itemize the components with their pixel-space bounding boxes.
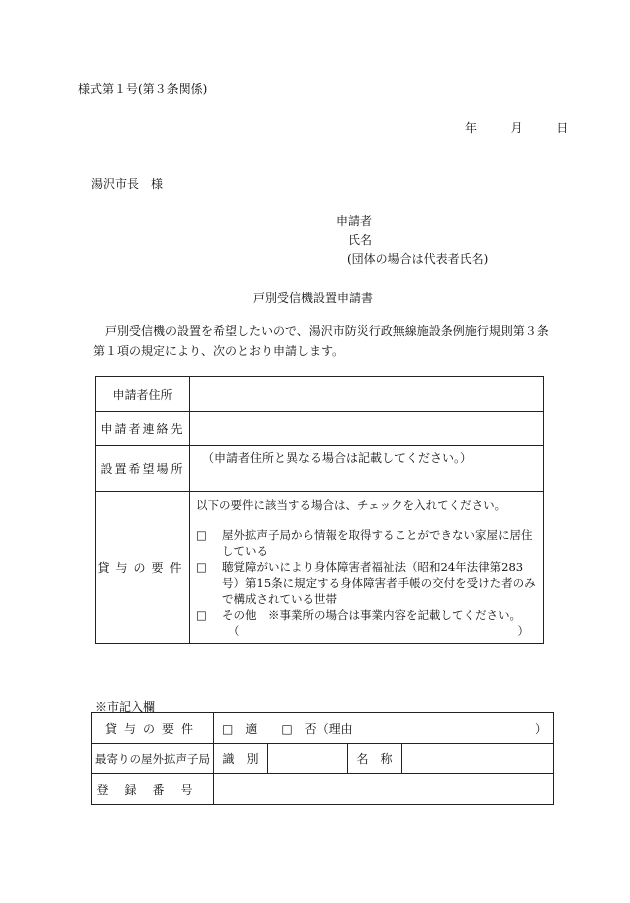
- office-use-table: [91, 712, 554, 805]
- nearest-station-label: 最寄りの屋外拡声子局: [92, 744, 214, 774]
- station-name-field[interactable]: [402, 744, 554, 774]
- applicant-contact-label: 申請者連絡先: [96, 412, 190, 446]
- office-requirement-label: 貸与の要件: [92, 713, 214, 744]
- applicant-label: 申請者: [336, 214, 373, 228]
- checkbox-icon[interactable]: □: [196, 608, 207, 622]
- installation-location-label: 設置希望場所: [96, 446, 190, 492]
- addressee: 湯沢市長 様: [91, 177, 164, 191]
- other-details-field[interactable]: [196, 623, 537, 639]
- option-not-qualified[interactable]: □ 否（理由: [281, 721, 353, 736]
- requirement-text-3: その他 ※事業所の場合は事業内容を記載してください。: [222, 608, 521, 622]
- installation-location-field[interactable]: [190, 446, 544, 492]
- requirement-item-1[interactable]: [196, 527, 537, 559]
- station-name-label: 名 称: [348, 744, 402, 774]
- requirements-intro: 以下の要件に該当する場合は、チェックを入れてください。: [196, 498, 507, 512]
- date-line: [465, 119, 568, 136]
- checkbox-icon[interactable]: □: [196, 528, 207, 542]
- paren-open: （: [228, 624, 240, 638]
- requirement-text-1: 屋外拡声子局から情報を取得することができない家屋に居住している: [222, 528, 533, 558]
- date-year: 年: [465, 121, 478, 135]
- office-requirement-field: [214, 713, 554, 744]
- reason-paren-close: ）: [534, 721, 547, 736]
- application-statement: [93, 321, 553, 361]
- requirement-item-2[interactable]: [196, 559, 537, 607]
- applicant-address-label: 申請者住所: [96, 377, 190, 412]
- requirement-item-3[interactable]: [196, 607, 537, 623]
- date-day: 日: [556, 121, 569, 135]
- application-table: [95, 376, 544, 644]
- applicant-address-field[interactable]: [190, 377, 544, 412]
- paren-close: ）: [517, 624, 529, 638]
- office-use-label: ※市記入欄: [95, 700, 156, 714]
- lending-requirements-label: 貸与の要件: [96, 492, 190, 644]
- registration-number-field[interactable]: [214, 774, 554, 805]
- group-representative-note: (団体の場合は代表者氏名): [347, 252, 489, 266]
- document-title: 戸別受信機設置申請書: [253, 291, 374, 305]
- option-qualified[interactable]: □ 適: [222, 721, 258, 736]
- form-number: 様式第１号(第３条関係): [78, 82, 208, 96]
- date-month: 月: [510, 121, 523, 135]
- station-id-field[interactable]: [268, 744, 348, 774]
- application-statement-text: 戸別受信機の設置を希望したいので、湯沢市防災行政無線施設条例施行規則第３条第１項の規定により、次のとおり申請します。: [93, 324, 549, 358]
- lending-requirements-cell: [190, 492, 544, 644]
- station-id-label: 識 別: [214, 744, 268, 774]
- registration-number-label: 登録番号: [92, 774, 214, 805]
- checkbox-icon[interactable]: □: [196, 560, 207, 574]
- applicant-name-label: 氏名: [348, 233, 373, 247]
- requirement-text-2: 聴覚障がいにより身体障害者福祉法（昭和24年法律第283号）第15条に規定する身体障害者手帳の交付を受けた者のみで構成されている世帯: [222, 560, 536, 606]
- applicant-contact-field[interactable]: [190, 412, 544, 446]
- installation-location-note: （申請者住所と異なる場合は記載してください。）: [202, 451, 473, 465]
